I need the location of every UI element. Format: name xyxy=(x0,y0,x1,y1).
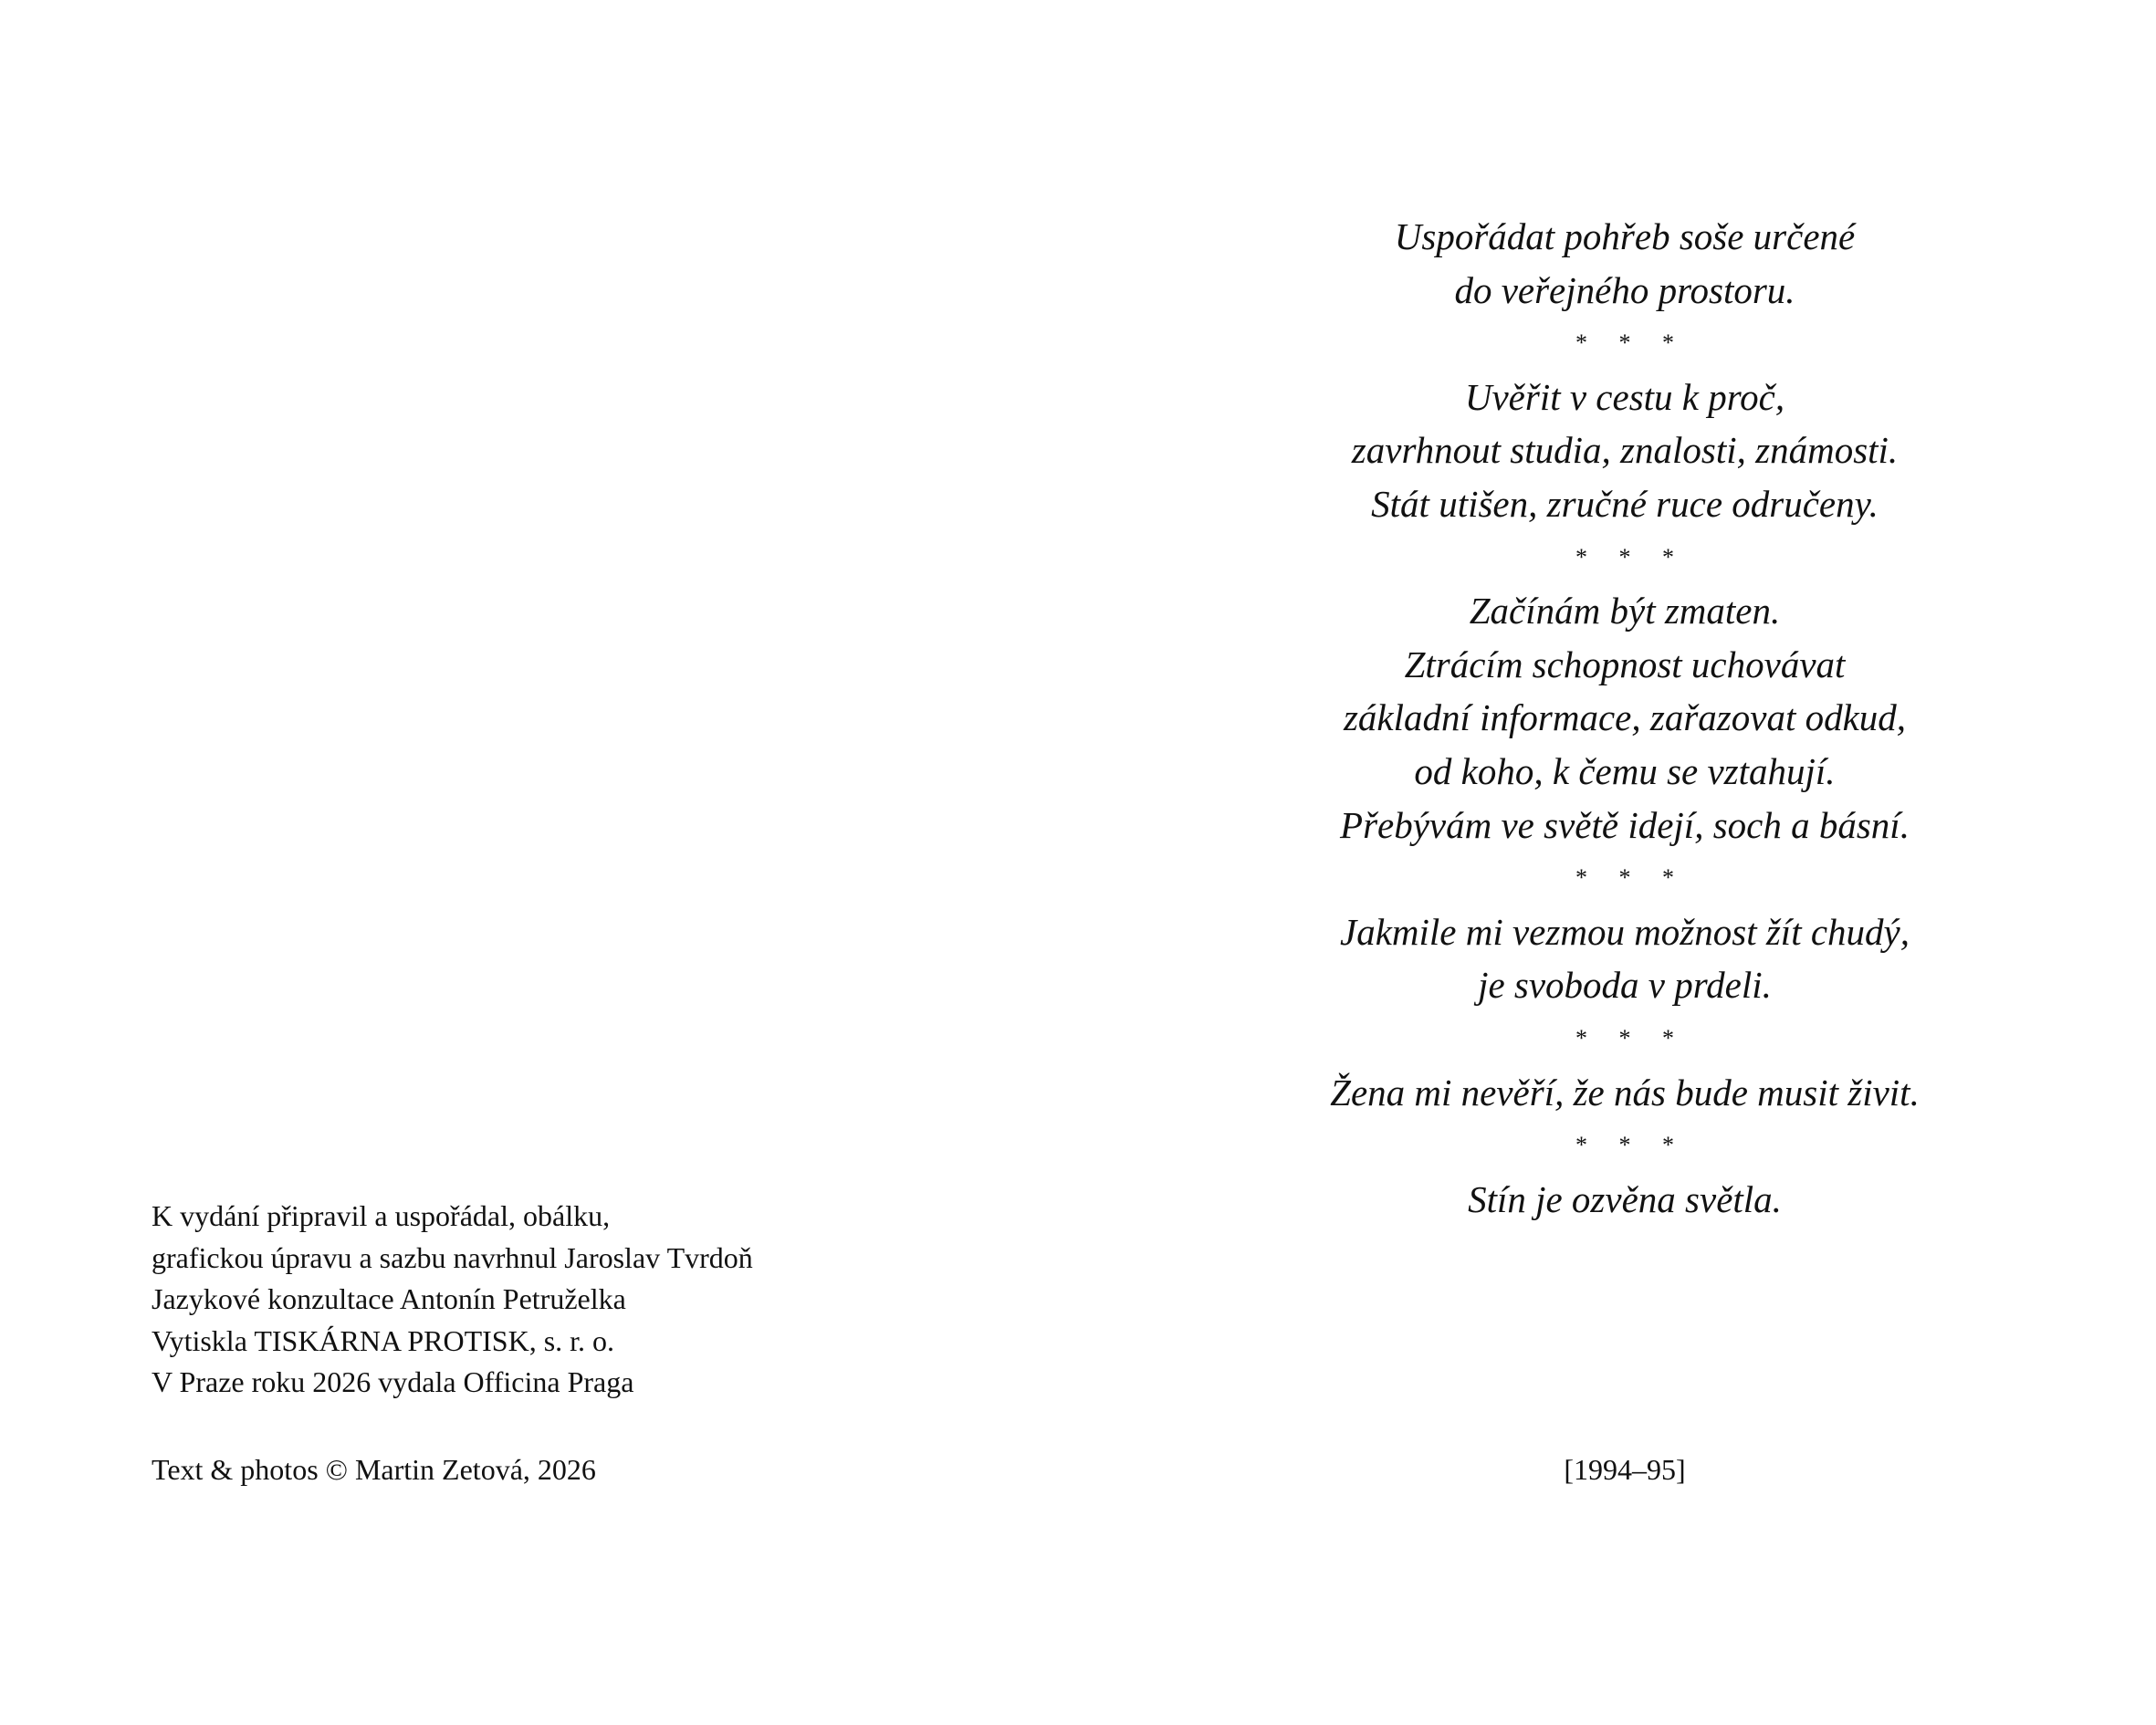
copyright-notice: Text & photos © Martin Zetová, 2026 xyxy=(152,1453,596,1486)
stanza-separator: * * * xyxy=(1575,543,1687,570)
poem-line: zavrhnout studia, znalosti, známosti. xyxy=(1351,429,1899,472)
stanza-separator: * * * xyxy=(1575,1024,1687,1051)
colophon-line: Jazykové konzultace Antonín Petruželka xyxy=(152,1282,626,1315)
poem-line: je svoboda v prdeli. xyxy=(1478,964,1772,1007)
poem-line: Stát utišen, zručné ruce odručeny. xyxy=(1371,482,1879,525)
colophon-line: grafickou úpravu a sazbu navrhnul Jaroslav Tvrdoň xyxy=(152,1240,753,1274)
poem-line: Přebývám ve světě idejí, soch a básní. xyxy=(1340,803,1910,846)
poem-date: [1994–95] xyxy=(1564,1453,1686,1486)
colophon-line: Vytiskla TISKÁRNA PROTISK, s. r. o. xyxy=(152,1323,615,1357)
poem-line: Ztrácím schopnost uchovávat xyxy=(1404,643,1846,685)
poem-line: Uvěřit v cestu k proč, xyxy=(1464,375,1785,418)
poem-line: Začínám být zmaten. xyxy=(1469,590,1781,632)
poem-line: Stín je ozvěna světla. xyxy=(1468,1177,1782,1220)
poem-line: od koho, k čemu se vztahují. xyxy=(1414,749,1836,792)
colophon xyxy=(152,1196,900,1404)
poem-line: Jakmile mi vezmou možnost žít chudý, xyxy=(1340,910,1910,953)
poem-line: do veřejného prostoru. xyxy=(1454,268,1795,311)
stanza-separator: * * * xyxy=(1575,864,1687,892)
colophon-line: V Praze roku 2026 vydala Officina Praga xyxy=(152,1365,634,1398)
stanza-separator: * * * xyxy=(1575,329,1687,357)
poem-line: Žena mi nevěří, že nás bude musit živit. xyxy=(1330,1071,1920,1113)
poem-line: základní informace, zařazovat odkud, xyxy=(1343,696,1907,739)
poem xyxy=(1260,210,1990,1226)
colophon-line: K vydání připravil a uspořádal, obálku, xyxy=(152,1199,611,1232)
stanza-separator: * * * xyxy=(1575,1132,1687,1159)
poem-line: Uspořádat pohřeb soše určené xyxy=(1394,215,1856,257)
